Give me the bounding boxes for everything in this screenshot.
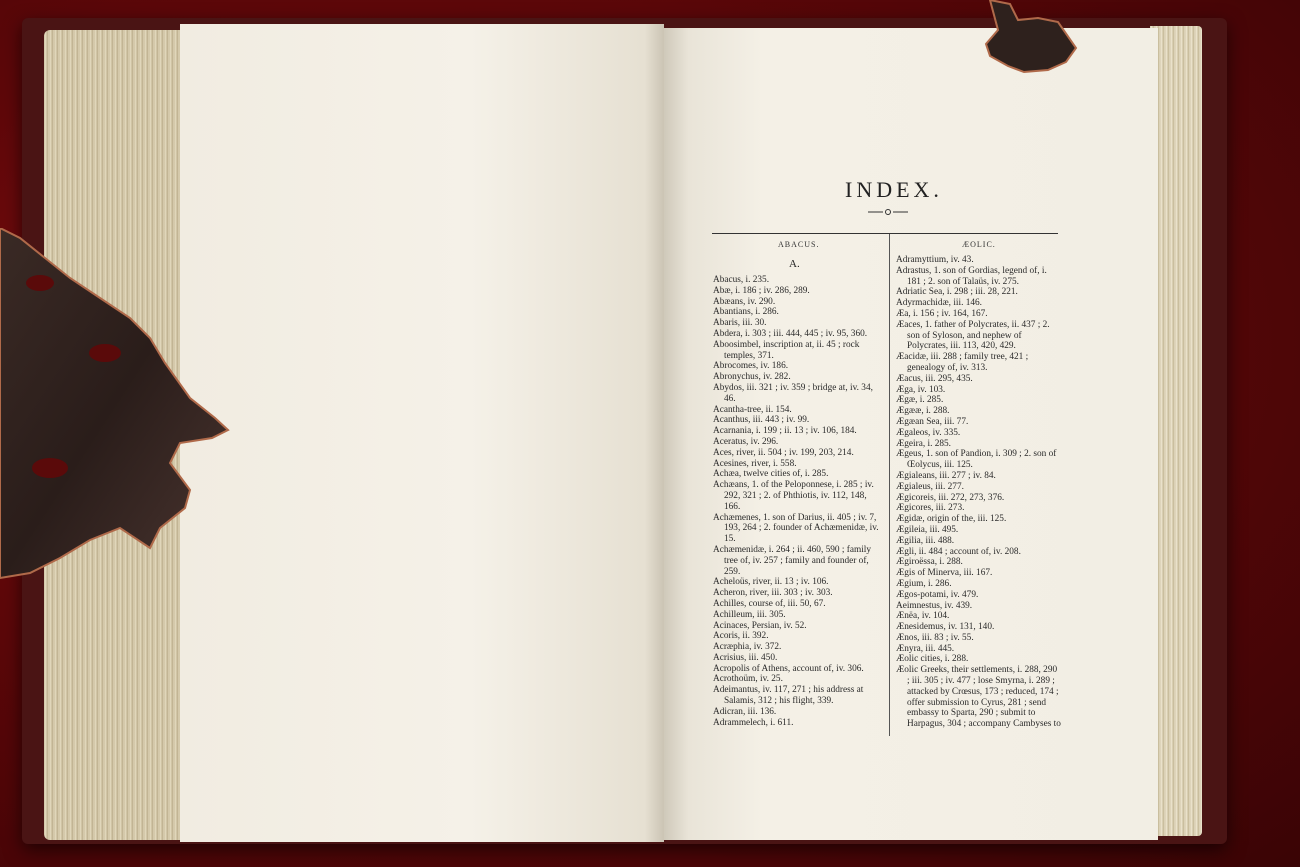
left-running-head: ABACUS.	[778, 240, 820, 249]
index-entry: Acheloüs, river, ii. 13 ; iv. 106.	[713, 577, 829, 588]
index-entry: Achilleum, iii. 305.	[713, 609, 786, 620]
right-running-head: ÆOLIC.	[962, 240, 996, 249]
index-entry: Adeimantus, iv. 117, 271 ; his address at Salamis, 312 ; his flight, 339.	[713, 685, 864, 707]
index-entry: Ænesidemus, iv. 131, 140.	[896, 622, 995, 633]
index-entry: Abæans, iv. 290.	[713, 296, 776, 307]
index-entry: Ægeira, i. 285.	[896, 438, 951, 449]
index-entry: Abydos, iii. 321 ; iv. 359 ; bridge at, iv. 34, 46.	[713, 382, 873, 404]
index-entry: Abæ, i. 186 ; iv. 286, 289.	[713, 285, 810, 296]
index-entry: Acarnania, i. 199 ; ii. 13 ; iv. 106, 184.	[713, 426, 857, 437]
index-entry: Aceratus, iv. 296.	[713, 436, 779, 447]
index-entry: Æolic Greeks, their settlements, i. 288, 290 ; iii. 305 ; iv. 477 ; lose Smyrna, i. 289 ; attacked by Crœsus, 173 ; reduced, 174 ; offer submission to Cyrus, 281 ; send embassy to Sparta, 290 ; submit to Harpagus, 304 ; accompany Cambyses to	[896, 665, 1061, 730]
index-entry: Ægilia, iii. 488.	[896, 535, 955, 546]
index-entry: Ægialeans, iii. 277 ; iv. 84.	[896, 470, 996, 481]
index-entry: Ægæan Sea, iii. 77.	[896, 416, 969, 427]
index-entry: Acesines, river, i. 558.	[713, 458, 797, 469]
index-entry: Ægli, ii. 484 ; account of, iv. 208.	[896, 546, 1021, 557]
metal-leaf-bookmark-left	[0, 228, 230, 580]
index-entry: Acantha-tree, ii. 154.	[713, 404, 792, 415]
index-entry: Acropolis of Athens, account of, iv. 306.	[713, 663, 864, 674]
index-entry: Aces, river, ii. 504 ; iv. 199, 203, 214.	[713, 447, 854, 458]
index-entry: Adramyttium, iv. 43.	[896, 255, 974, 265]
index-entry: Adrastus, 1. son of Gordias, legend of, i. 181 ; 2. son of Talaüs, iv. 275.	[896, 265, 1047, 287]
index-entry: Acrisius, iii. 450.	[713, 652, 778, 663]
index-entry: Æa, i. 156 ; iv. 164, 167.	[896, 308, 988, 319]
index-entry: Acræphia, iv. 372.	[713, 642, 782, 653]
index-entry: Acheron, river, iii. 303 ; iv. 303.	[713, 588, 833, 599]
index-entry: Achæa, twelve cities of, i. 285.	[713, 469, 829, 480]
index-column-right	[896, 255, 1062, 730]
index-entry: Abacus, i. 235.	[713, 275, 770, 285]
index-column-left	[713, 275, 883, 728]
header-rule	[712, 233, 1058, 234]
index-entry: Acoris, ii. 392.	[713, 631, 769, 642]
index-entry: Ægidæ, origin of the, iii. 125.	[896, 514, 1007, 525]
index-entry: Ægium, i. 286.	[896, 578, 952, 589]
index-entry: Æacus, iii. 295, 435.	[896, 373, 973, 384]
index-entry: Adicran, iii. 136.	[713, 706, 777, 717]
index-entry: Acrothoüm, iv. 25.	[713, 674, 783, 685]
index-entry: Achæmenidæ, i. 264 ; ii. 460, 590 ; family tree of, iv. 257 ; family and founder of, 259.	[713, 544, 872, 577]
index-entry: Abantians, i. 286.	[713, 307, 779, 318]
index-entry: Ægos-potami, iv. 479.	[896, 589, 979, 600]
index-entry: Æacidæ, iii. 288 ; family tree, 421 ; genealogy of, iv. 313.	[896, 352, 1029, 373]
index-entry: Ægicoreis, iii. 272, 273, 376.	[896, 492, 1005, 503]
index-entry: Ægeus, 1. son of Pandion, i. 309 ; 2. son of Œolycus, iii. 125.	[896, 449, 1057, 471]
blank-left-page	[180, 24, 664, 842]
index-entry: Ægææ, i. 288.	[896, 406, 950, 417]
index-entry: Adriatic Sea, i. 298 ; iii. 28, 221.	[896, 287, 1018, 298]
index-entry: Ænyra, iii. 445.	[896, 643, 955, 654]
index-entry: Ænëa, iv. 104.	[896, 611, 950, 622]
index-entry: Æga, iv. 103.	[896, 384, 946, 395]
index-entry: Ægileia, iii. 495.	[896, 524, 959, 535]
index-entry: Achæans, 1. of the Peloponnese, i. 285 ; iv. 292, 321 ; 2. of Phthiotis, iv. 112, 148, 166.	[713, 480, 874, 512]
index-entry: Ægæ, i. 285.	[896, 395, 944, 406]
index-entry: Abronychus, iv. 282.	[713, 372, 791, 383]
section-letter: A.	[789, 258, 800, 270]
index-entry: Acanthus, iii. 443 ; iv. 99.	[713, 415, 810, 426]
index-entry: Abaris, iii. 30.	[713, 318, 767, 329]
index-entry: Æaces, 1. father of Polycrates, ii. 437 ; 2. son of Syloson, and nephew of Polycrates, iii. 113, 420, 429.	[896, 319, 1050, 352]
index-entry: Aboosimbel, inscription at, ii. 45 ; rock temples, 371.	[713, 339, 860, 361]
index-entry: Ægis of Minerva, iii. 167.	[896, 568, 993, 579]
index-entry: Achæmenes, 1. son of Darius, ii. 405 ; iv. 7, 193, 264 ; 2. founder of Achæmenidæ, iv. 15.	[713, 512, 879, 545]
index-entry: Abrocomes, iv. 186.	[713, 361, 789, 372]
column-divider	[889, 234, 890, 736]
index-entry: Æolic cities, i. 288.	[896, 654, 969, 665]
metal-leaf-bookmark-top	[978, 0, 1078, 74]
index-entry: Abdera, i. 303 ; iii. 444, 445 ; iv. 95, 360.	[713, 328, 868, 339]
index-entry: Ægialeus, iii. 277.	[896, 481, 964, 492]
index-entry: Aeimnestus, iv. 439.	[896, 600, 973, 611]
index-entry: Ænos, iii. 83 ; iv. 55.	[896, 632, 974, 643]
index-entry: Ægaleos, iv. 335.	[896, 427, 961, 438]
index-entry: Ægicores, iii. 273.	[896, 503, 965, 514]
index-entry: Ægiroëssa, i. 288.	[896, 557, 963, 568]
index-entry: Adrammelech, i. 611.	[713, 717, 794, 728]
index-entry: Acinaces, Persian, iv. 52.	[713, 620, 807, 631]
index-entry: Achilles, course of, iii. 50, 67.	[713, 598, 826, 609]
index-entry: Adyrmachidæ, iii. 146.	[896, 298, 982, 309]
page-title: INDEX.	[845, 177, 943, 202]
title-ornament-icon	[868, 206, 908, 218]
